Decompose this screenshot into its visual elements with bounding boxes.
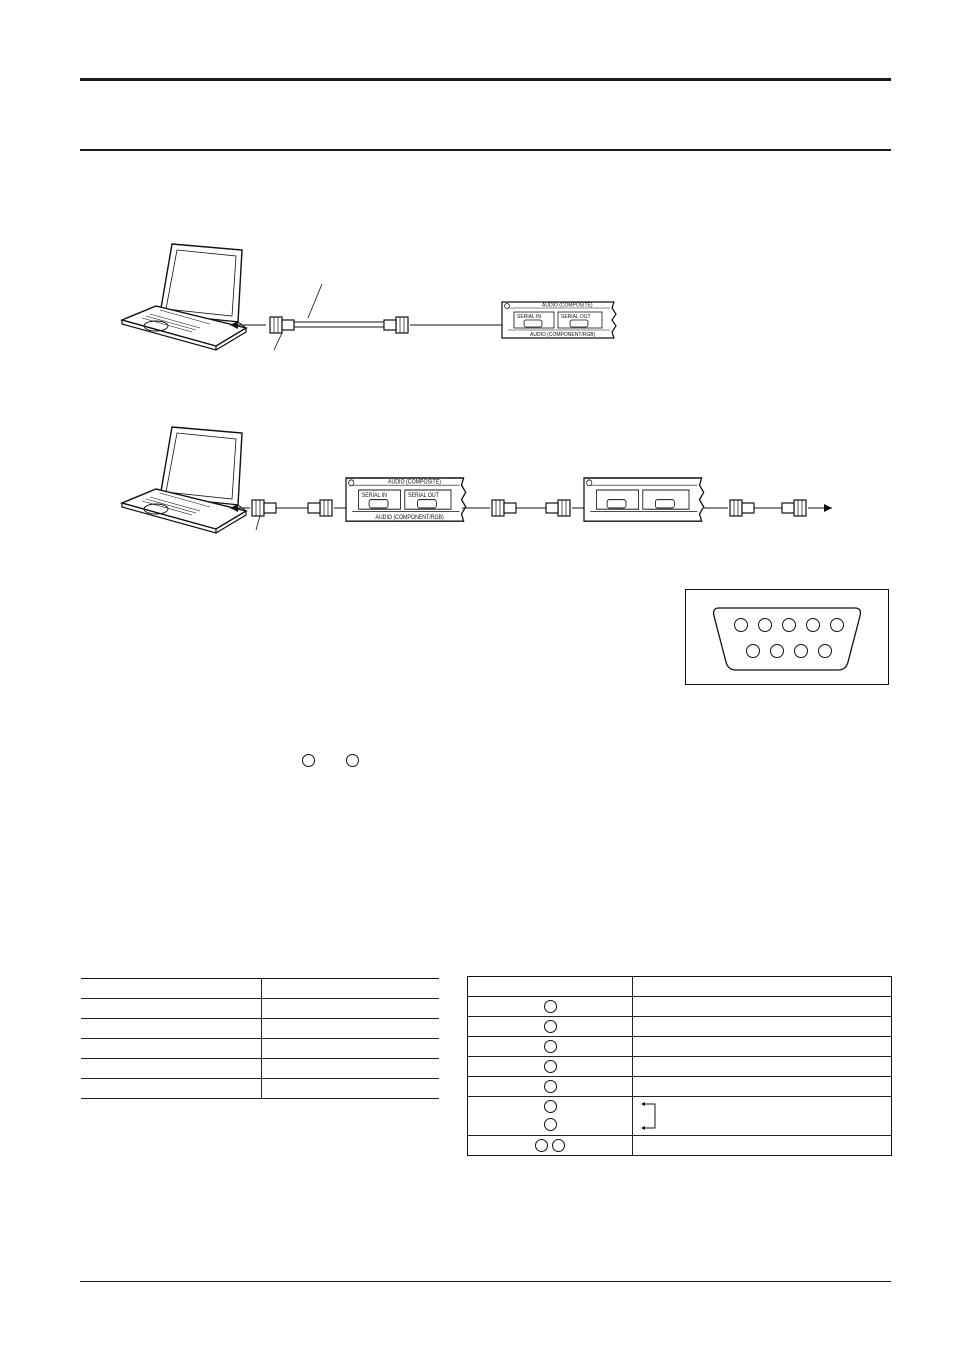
serial-plug-icon (492, 500, 516, 516)
serial-plug-icon (546, 500, 570, 516)
pin-number-circle (535, 1139, 548, 1152)
laptop-icon (122, 244, 246, 350)
table-row (81, 1039, 439, 1059)
pin-number-circle (544, 1100, 557, 1113)
serial-plug-icon (252, 500, 276, 516)
panel-label-serial-out: SERIAL OUT (561, 314, 591, 320)
table-row (468, 1077, 892, 1097)
table-row (81, 999, 439, 1019)
diagram-single-connection (122, 244, 616, 350)
pin-number-circle (552, 1139, 565, 1152)
pin-number-circle (544, 1000, 557, 1013)
pin-number-circle (544, 1118, 557, 1131)
display-panel-icon (502, 302, 616, 338)
shorted-pins-bracket-icon (639, 1100, 659, 1134)
panel-label-audio-rgb: AUDIO (COMPONENT/RGB) (530, 332, 596, 338)
table-row (81, 1019, 439, 1039)
pin-number-circle (302, 754, 315, 767)
serial-plug-icon (384, 317, 408, 333)
pin-number-circle (544, 1020, 557, 1033)
table-row (468, 1097, 892, 1136)
pin-number-circle (544, 1060, 557, 1073)
d-sub-connector-icon (686, 590, 887, 683)
pin-number-circle (544, 1040, 557, 1053)
panel-label-audio-rgb: AUDIO (COMPONENT/RGB) (375, 514, 444, 521)
panel-label-serial-out: SERIAL OUT (407, 492, 439, 500)
table-row (81, 1059, 439, 1079)
table-row (468, 997, 892, 1017)
arrow-right-icon (824, 504, 832, 512)
panel-label-serial-in: SERIAL IN (517, 314, 541, 320)
serial-plug-icon (730, 500, 754, 516)
table-row (468, 1037, 892, 1057)
d-sub-9-pin-layout (685, 589, 889, 685)
table-row (468, 977, 892, 997)
panel-label-audio-composite: AUDIO (COMPOSITE) (388, 479, 441, 486)
communication-parameters-table (81, 978, 439, 1099)
panel-label-audio-composite: AUDIO (COMPOSITE) (542, 302, 593, 309)
diagram-chained-connection (122, 427, 832, 533)
table-row (468, 1017, 892, 1037)
pin-number-circle (346, 754, 359, 767)
display-panel-icon (346, 478, 466, 521)
serial-plug-icon (308, 500, 332, 516)
pin-number-circle (544, 1080, 557, 1093)
display-panel-icon (584, 478, 704, 521)
table-row (81, 979, 439, 999)
laptop-icon (122, 427, 246, 533)
serial-plug-icon (782, 500, 806, 516)
table-row (81, 1079, 439, 1099)
panel-label-serial-in: SERIAL IN (361, 492, 387, 500)
serial-plug-icon (270, 317, 294, 333)
table-row (468, 1136, 892, 1156)
pin-assignment-table (467, 976, 892, 1156)
table-row (468, 1057, 892, 1077)
footer-rule (80, 1281, 891, 1282)
